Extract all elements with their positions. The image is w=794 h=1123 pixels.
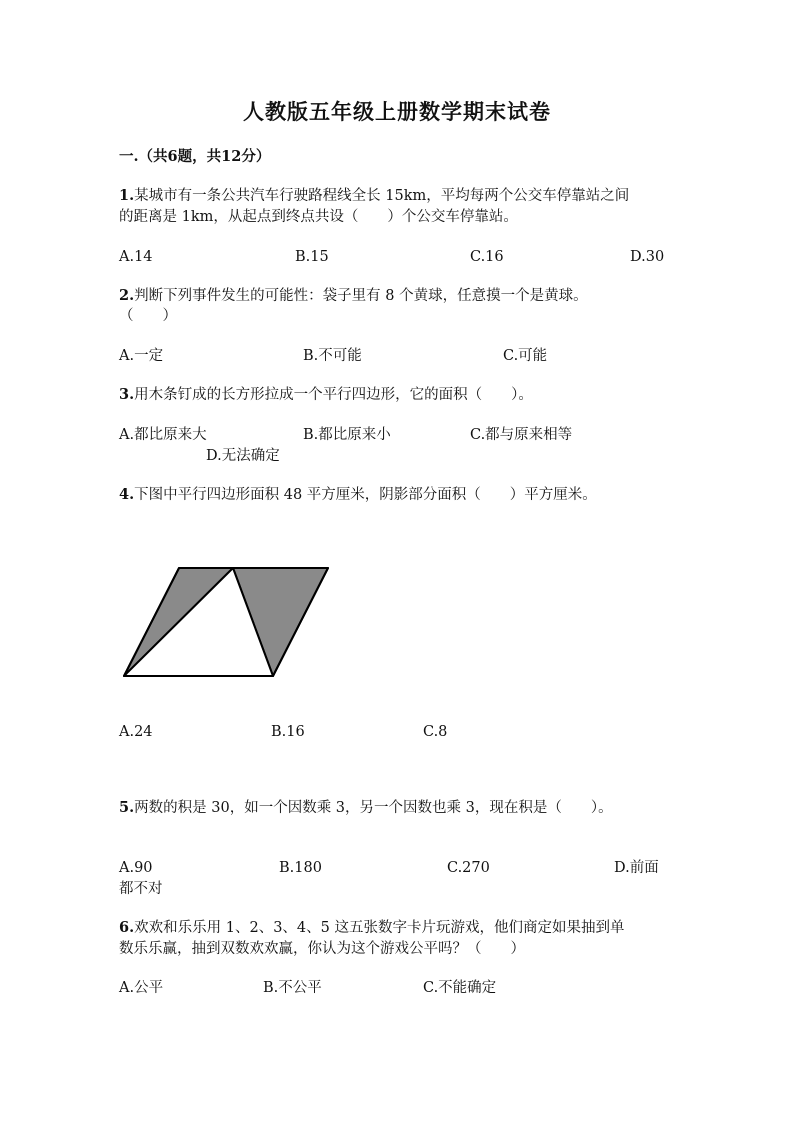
page-title: 人教版五年级上册数学期末试卷 <box>243 99 551 124</box>
question-6-option-a[interactable]: A.公平 <box>119 980 164 996</box>
parallelogram-figure <box>118 562 338 682</box>
question-1-option-c[interactable]: C.16 <box>470 249 504 265</box>
question-1-option-b[interactable]: B.15 <box>295 249 329 265</box>
question-5-option-d[interactable]: D.前面 <box>614 860 659 876</box>
question-4-line-1: 4.下图中平行四边形面积 48 平方厘米，阴影部分面积（ ）平方厘米。 <box>119 486 597 503</box>
question-5-option-b[interactable]: B.180 <box>279 860 322 876</box>
question-6-line-2: 数乐乐赢，抽到双数欢欢赢，你认为这个游戏公平吗？（ ） <box>119 941 525 957</box>
section-heading: 一.（共6题，共12分） <box>119 148 271 165</box>
question-3-option-a[interactable]: A.都比原来大 <box>119 427 207 443</box>
question-1-option-a[interactable]: A.14 <box>119 249 153 265</box>
question-2-option-b[interactable]: B.不可能 <box>303 348 362 364</box>
question-4-option-a[interactable]: A.24 <box>119 724 153 740</box>
question-2-line-1: 2.判断下列事件发生的可能性：袋子里有 8 个黄球，任意摸一个是黄球。 <box>119 287 588 304</box>
question-6-number: 6. <box>119 919 135 936</box>
question-1-line-1: 1.某城市有一条公共汽车行驶路程线全长 15km，平均每两个公交车停靠站之间 <box>119 187 630 204</box>
question-6-option-b[interactable]: B.不公平 <box>263 980 322 996</box>
question-5-option-a[interactable]: A.90 <box>119 860 153 876</box>
question-2-number: 2. <box>119 287 135 304</box>
question-4-option-b[interactable]: B.16 <box>271 724 305 740</box>
question-1-option-d[interactable]: D.30 <box>630 249 665 265</box>
question-1-number: 1. <box>119 187 135 204</box>
question-3-line-1: 3.用木条钉成的长方形拉成一个平行四边形，它的面积（ ）。 <box>119 386 533 403</box>
question-3-option-c[interactable]: C.都与原来相等 <box>470 427 573 443</box>
question-5-number: 5. <box>119 799 135 816</box>
question-4-option-c[interactable]: C.8 <box>423 724 448 740</box>
question-2-option-a[interactable]: A.一定 <box>119 348 164 364</box>
question-5-option-d-continued[interactable]: 都不对 <box>119 881 163 897</box>
question-3-option-b[interactable]: B.都比原来小 <box>303 427 391 443</box>
question-3-option-d[interactable]: D.无法确定 <box>206 448 280 464</box>
question-2-option-c[interactable]: C.可能 <box>503 348 548 364</box>
question-5-option-c[interactable]: C.270 <box>447 860 490 876</box>
question-6-option-c[interactable]: C.不能确定 <box>423 980 497 996</box>
question-4-number: 4. <box>119 486 135 503</box>
question-6-line-1: 6.欢欢和乐乐用 1、2、3、4、5 这五张数字卡片玩游戏，他们商定如果抽到单 <box>119 919 625 936</box>
question-3-number: 3. <box>119 386 135 403</box>
question-5-line-1: 5.两数的积是 30，如一个因数乘 3，另一个因数也乘 3，现在积是（ ）。 <box>119 799 613 816</box>
question-1-line-2: 的距离是 1km，从起点到终点共设（ ）个公交车停靠站。 <box>119 209 518 225</box>
question-2-line-2: （ ） <box>119 308 177 324</box>
